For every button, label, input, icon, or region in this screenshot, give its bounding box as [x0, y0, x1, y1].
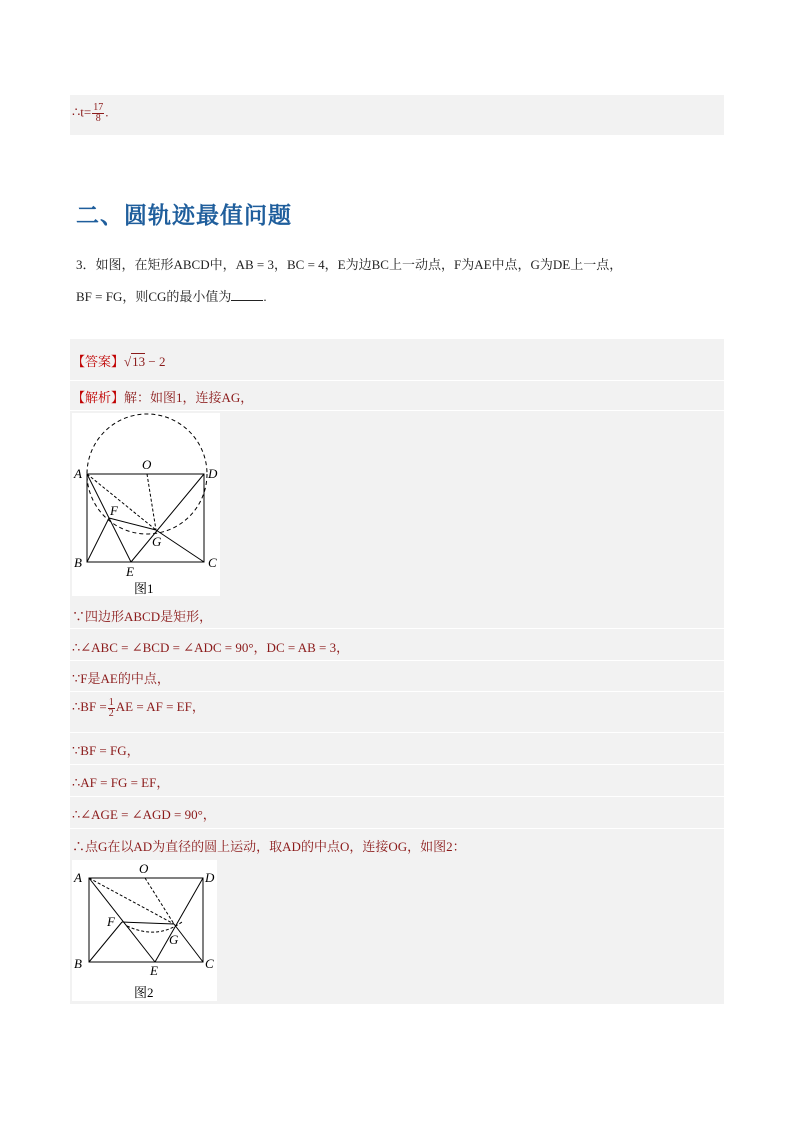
label-d: D — [205, 870, 215, 885]
question-line-2-text: BF = FG，则CG的最小值为 — [76, 289, 232, 304]
step-7: ∴∠AGE = ∠AGD = 90°， — [72, 807, 216, 822]
step-6: ∴AF = FG = EF， — [72, 775, 170, 790]
analysis-line — [72, 387, 253, 406]
step-4-post: AE = AF = EF， — [115, 699, 205, 714]
figure-1-diagram — [72, 413, 220, 596]
answer-rest: − 2 — [145, 354, 166, 369]
label-o: O — [142, 457, 152, 472]
label-b: B — [74, 956, 82, 971]
label-o: O — [139, 861, 149, 876]
rectangle-abcd — [87, 474, 204, 562]
step-2: ∴∠ABC = ∠BCD = ∠ADC = 90°，DC = AB = 3， — [72, 640, 350, 655]
divider — [70, 660, 724, 661]
divider — [70, 796, 724, 797]
fraction-denominator: 8 — [95, 113, 101, 124]
figure-1 — [72, 413, 220, 596]
segment-og — [147, 474, 156, 530]
label-e: E — [126, 564, 134, 579]
previous-answer-block — [70, 95, 724, 135]
label-a: A — [74, 466, 82, 481]
segment-bf — [87, 518, 109, 562]
step-1: ∵四边形ABCD是矩形， — [72, 609, 213, 624]
question-line-2-end: . — [263, 289, 267, 304]
figure-2 — [72, 860, 217, 1001]
answer-blank — [231, 289, 263, 301]
fraction-numerator: 17 — [93, 102, 104, 113]
segment-fg — [109, 518, 156, 530]
question-line-1: 3．如图，在矩形ABCD中，AB = 3，BC = 4，E为边BC上一动点，F为AE中点，G为DE上一点， — [76, 257, 623, 272]
result-suffix: . — [105, 104, 109, 120]
label-e: E — [150, 963, 158, 978]
half-fraction — [108, 698, 115, 719]
divider — [70, 410, 724, 411]
label-f: F — [107, 914, 115, 929]
step-4-pre: ∴BF = — [72, 699, 107, 714]
segment-og — [145, 878, 174, 924]
figure-2-diagram — [72, 860, 217, 1001]
section-title: 二、圆轨迹最值问题 — [76, 203, 292, 229]
result-fraction — [92, 103, 104, 124]
label-f: F — [110, 503, 118, 518]
step-8: ∴点G在以AD为直径的圆上运动，取AD的中点O，连接OG，如图2： — [72, 839, 466, 854]
figure-1-caption: 图1 — [134, 581, 154, 596]
previous-result-line — [72, 103, 108, 124]
answer-tag: 【答案】 — [72, 354, 125, 369]
step-4 — [72, 696, 205, 719]
segment-gc — [156, 530, 204, 562]
fraction-denominator: 2 — [108, 707, 114, 719]
segment-bf — [89, 922, 122, 962]
sqrt-symbol: √ — [124, 354, 132, 369]
result-prefix: ∴t= — [72, 104, 92, 120]
divider — [70, 764, 724, 765]
analysis-text: 解：如图1，连接AG， — [124, 390, 254, 405]
answer-line — [72, 351, 166, 370]
label-a: A — [74, 870, 82, 885]
label-c: C — [205, 956, 214, 971]
segment-ag — [89, 878, 174, 924]
divider — [70, 628, 724, 629]
step-5: ∵BF = FG， — [72, 743, 140, 758]
segment-fg — [122, 922, 174, 924]
question-line-2 — [76, 286, 267, 305]
divider — [70, 828, 724, 829]
radicand: 13 — [132, 354, 146, 369]
divider — [70, 691, 724, 692]
label-c: C — [208, 555, 217, 570]
label-g: G — [152, 534, 162, 549]
label-g: G — [169, 932, 179, 947]
figure-2-caption: 图2 — [134, 985, 154, 1000]
label-b: B — [74, 555, 82, 570]
label-d: D — [208, 466, 218, 481]
divider — [70, 380, 724, 381]
analysis-tag: 【解析】 — [72, 390, 125, 405]
segment-ed — [155, 878, 203, 962]
divider — [70, 732, 724, 733]
fraction-numerator: 1 — [108, 696, 114, 708]
step-3: ∵F是AE的中点， — [72, 671, 170, 686]
